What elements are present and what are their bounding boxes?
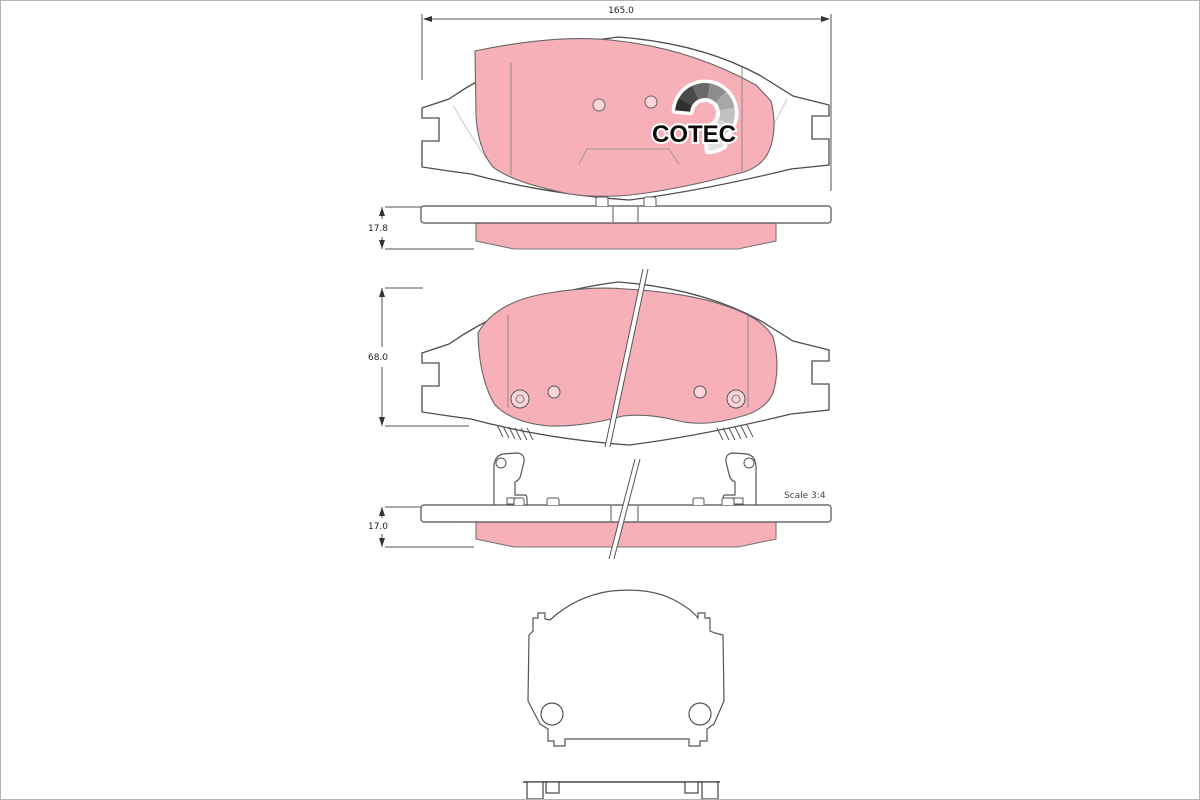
shim-outline [528,590,724,746]
shim-nub [547,498,559,505]
shim-nub [693,498,704,505]
shim-edge-view [523,782,720,799]
shim-clip-tab [702,782,718,799]
shim-clip-tab [546,782,559,793]
arrowhead-down [379,240,385,249]
backplate-edge [421,206,831,223]
pad-friction-face-view [368,269,829,447]
shim-nub [596,197,608,206]
arrowhead-up [379,507,385,516]
arrowhead-left [423,16,432,22]
friction-block [476,223,776,249]
friction-block [476,522,776,547]
arrowhead-right [821,16,830,22]
shim-clip-tab [527,782,543,799]
shim-nub [514,498,524,505]
arrowhead-up [379,207,385,216]
pad-bottom-edge-view [368,453,831,559]
dim-overall-width-label: 165.0 [608,6,634,16]
arrowhead-down [379,417,385,426]
shim-nub [722,498,734,505]
arrowhead-up [379,288,385,297]
brake-pad-technical-drawing [1,1,1199,799]
dim-thickness-17-0-label: 17.0 [367,522,389,532]
pad-top-edge-view [368,197,831,249]
dim-thickness-17-8-label: 17.8 [367,224,389,234]
cotec-logo-text: COTEC [652,121,736,148]
arrowhead-down [379,538,385,547]
scale-note: Scale 3:4 [784,491,826,501]
shim-hole-right [689,703,711,725]
pad-front-view [422,6,831,200]
shim-nub [644,197,656,206]
dim-height-68-label: 68.0 [367,353,389,363]
shim-hole-left [541,703,563,725]
shim-clip-tab [685,782,698,793]
shim-outline-view [528,590,724,746]
